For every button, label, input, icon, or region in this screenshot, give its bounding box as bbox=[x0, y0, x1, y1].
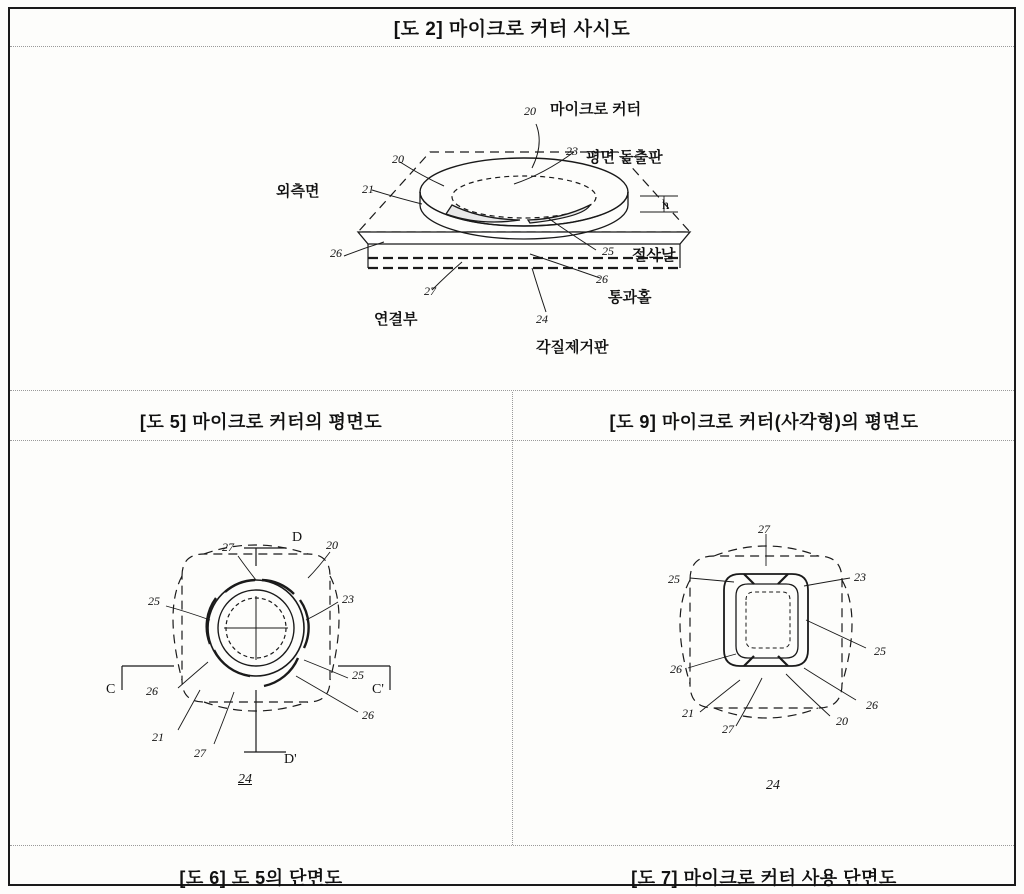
fig5-section-Dp: D' bbox=[284, 752, 297, 767]
ref-num-21: 21 bbox=[362, 182, 374, 196]
fig5-ref-26-b: 26 bbox=[362, 708, 374, 722]
fig9-ref-25-a: 25 bbox=[668, 572, 680, 586]
ref-num-24: 24 bbox=[536, 312, 548, 326]
label-outer-side: 외측면 bbox=[276, 183, 320, 200]
fig5-ref-21: 21 bbox=[152, 730, 164, 744]
ref-num-26-a: 26 bbox=[330, 246, 342, 260]
fig9-ref-20: 20 bbox=[836, 714, 848, 728]
fig9-ref-23: 23 bbox=[854, 570, 866, 584]
fig5-ref-25-b: 25 bbox=[352, 668, 364, 682]
fig5-ref-27-b: 27 bbox=[194, 746, 206, 760]
label-cutting-blade: 절삭날 bbox=[632, 247, 676, 264]
fig5-section-Cp: C' bbox=[372, 682, 384, 697]
figure-9-title: [도 9] 마이크로 커터(사각형)의 평면도 bbox=[609, 412, 919, 432]
fig5-section-C: C bbox=[106, 682, 116, 697]
figure-5-title: [도 5] 마이크로 커터의 평면도 bbox=[139, 412, 383, 432]
label-keratin-plate: 각질제거판 bbox=[536, 339, 609, 356]
fig5-part-number: 24 bbox=[238, 772, 252, 787]
fig5-ref-23: 23 bbox=[342, 592, 354, 606]
label-connector: 연결부 bbox=[374, 311, 418, 328]
label-micro-cutter: 마이크로 커터 bbox=[550, 101, 642, 118]
label-through-hole: 통과홀 bbox=[608, 289, 652, 306]
fig9-ref-26-a: 26 bbox=[670, 662, 682, 676]
ref-num-26-b: 26 bbox=[596, 272, 608, 286]
fig5-section-D: D bbox=[292, 530, 303, 545]
ref-num-25: 25 bbox=[602, 244, 614, 258]
dimension-label-h: h bbox=[662, 198, 669, 213]
fig9-ref-27-a: 27 bbox=[758, 522, 770, 536]
ref-num-20-a: 20 bbox=[524, 104, 536, 118]
ref-num-27: 27 bbox=[424, 284, 436, 298]
figure-6-title: [도 6] 도 5의 단면도 bbox=[179, 868, 343, 888]
fig9-ref-26-b: 26 bbox=[866, 698, 878, 712]
fig5-ref-25-a: 25 bbox=[148, 594, 160, 608]
label-flat-protrusion: 평면 돌출판 bbox=[586, 149, 663, 166]
fig5-ref-27-a: 27 bbox=[222, 540, 234, 554]
fig9-ref-21: 21 bbox=[682, 706, 694, 720]
ref-num-23: 23 bbox=[566, 144, 578, 158]
fig5-ref-26-a: 26 bbox=[146, 684, 158, 698]
figure-7-title: [도 7] 마이크로 커터 사용 단면도 bbox=[631, 868, 897, 888]
figure-2-title: [도 2] 마이크로 커터 사시도 bbox=[393, 19, 631, 40]
fig9-part-number: 24 bbox=[766, 778, 780, 793]
ref-num-20-b: 20 bbox=[392, 152, 404, 166]
fig9-ref-25-b: 25 bbox=[874, 644, 886, 658]
fig5-ref-20: 20 bbox=[326, 538, 338, 552]
fig9-ref-27-b: 27 bbox=[722, 722, 734, 736]
